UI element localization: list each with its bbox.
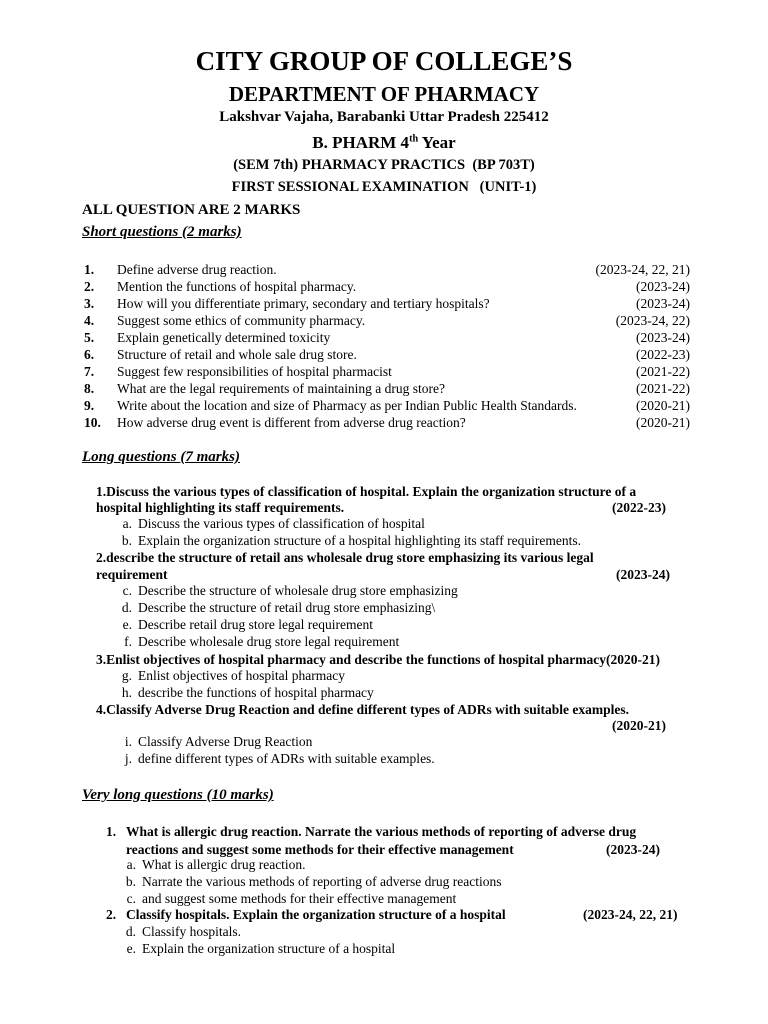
very-long-questions-heading: Very long questions (10 marks) <box>82 787 274 803</box>
short-question-item <box>84 364 690 381</box>
college-address: Lakshvar Vajaha, Barabanki Uttar Pradesh 225412 <box>219 109 549 125</box>
course-year <box>0 133 768 153</box>
subpart-letter: d. <box>125 924 136 939</box>
marks-note: ALL QUESTION ARE 2 MARKS <box>82 202 301 218</box>
course-superscript: th <box>409 133 419 145</box>
subpart-text: Describe the structure of retail drug store emphasizing\ <box>138 600 436 615</box>
subpart-text: What is allergic drug reaction. <box>142 857 306 872</box>
subpart-text: Narrate the various methods of reporting of adverse drug reactions <box>142 874 502 889</box>
question-number: 9. <box>84 398 95 413</box>
subpart-text: Describe wholesale drug store legal requirement <box>138 634 400 649</box>
college-name: CITY GROUP OF COLLEGE’S <box>195 46 573 76</box>
short-question-item <box>84 398 690 415</box>
question-year: (2023-24, 22, 21) <box>595 262 690 277</box>
very-long-q1-number: 1. <box>106 824 117 839</box>
subpart-text: Classify Adverse Drug Reaction <box>138 734 313 749</box>
question-text: How will you differentiate primary, secondary and tertiary hospitals? <box>117 296 490 311</box>
very-long-q2-year: (2023-24, 22, 21) <box>583 907 678 922</box>
short-question-item <box>84 381 690 398</box>
short-questions-heading: Short questions (2 marks) <box>82 224 242 240</box>
question-text: What are the legal requirements of maintaining a drug store? <box>117 381 445 396</box>
very-long-q1-line2: reactions and suggest some methods for their effective management <box>126 842 514 857</box>
short-question-item <box>84 262 690 279</box>
question-number: 10. <box>84 415 101 430</box>
department-name: DEPARTMENT OF PHARMACY <box>228 82 540 106</box>
question-number: 2. <box>84 279 95 294</box>
subpart-text: Describe the structure of wholesale drug store emphasizing <box>138 583 458 598</box>
question-text: Mention the functions of hospital pharmacy. <box>117 279 357 294</box>
question-year: (2023-24) <box>636 279 690 294</box>
subpart-letter: c. <box>122 583 132 598</box>
question-year: (2023-24) <box>636 330 690 345</box>
subpart-letter: h. <box>121 685 132 700</box>
subpart-letter: a. <box>122 516 132 531</box>
subpart-letter: d. <box>121 600 132 615</box>
course-suffix: Year <box>418 133 456 152</box>
subpart-letter: f. <box>124 634 132 649</box>
question-year: (2021-22) <box>636 364 690 379</box>
long-q4-year: (2020-21) <box>612 718 666 733</box>
subject-line: (SEM 7th) PHARMACY PRACTICS (BP 703T) <box>233 157 535 173</box>
subpart-text: describe the functions of hospital pharmacy <box>138 685 374 700</box>
question-text: How adverse drug event is different from adverse drug reaction? <box>117 415 466 430</box>
long-q1-line2: hospital highlighting its staff requirements. <box>96 500 345 515</box>
question-number: 5. <box>84 330 95 345</box>
long-q1-year: (2022-23) <box>612 500 666 515</box>
subpart-text: Explain the organization structure of a hospital highlighting its staff requirements. <box>138 533 582 548</box>
subpart-text: Describe retail drug store legal requirement <box>138 617 374 632</box>
subpart-text: Discuss the various types of classification of hospital <box>138 516 425 531</box>
question-year: (2022-23) <box>636 347 690 362</box>
question-text: Explain genetically determined toxicity <box>117 330 331 345</box>
long-questions-heading: Long questions (7 marks) <box>82 449 240 465</box>
question-number: 1. <box>84 262 95 277</box>
question-text: Write about the location and size of Pharmacy as per Indian Public Health Standards. <box>117 398 577 413</box>
very-long-q1-line1: What is allergic drug reaction. Narrate the various methods of reporting of adverse drug <box>126 824 637 839</box>
subpart-letter: c. <box>126 891 136 906</box>
long-q3-line1: 3.Enlist objectives of hospital pharmacy and describe the functions of hospital pharmacy(2020-21) <box>96 652 661 667</box>
subpart-letter: i. <box>124 734 132 749</box>
subpart-text: Classify hospitals. <box>142 924 242 939</box>
very-long-q2-number: 2. <box>106 907 117 922</box>
short-question-item <box>84 347 690 364</box>
question-year: (2023-24) <box>636 296 690 311</box>
question-year: (2020-21) <box>636 415 690 430</box>
subpart-text: Explain the organization structure of a hospital <box>142 941 396 956</box>
short-question-item <box>84 313 690 330</box>
question-text: Suggest some ethics of community pharmacy. <box>117 313 366 328</box>
long-q2-line1: 2.describe the structure of retail ans wholesale drug store emphasizing its various legal <box>96 550 594 565</box>
question-number: 8. <box>84 381 95 396</box>
subpart-text: Enlist objectives of hospital pharmacy <box>138 668 345 683</box>
short-question-item <box>84 296 690 313</box>
course-prefix: B. PHARM 4 <box>312 133 410 152</box>
very-long-q1-year: (2023-24) <box>606 842 660 857</box>
very-long-q2-line1: Classify hospitals. Explain the organization structure of a hospital <box>126 907 506 922</box>
subpart-letter: e. <box>122 617 132 632</box>
subpart-text: and suggest some methods for their effective management <box>142 891 457 906</box>
question-text: Structure of retail and whole sale drug store. <box>117 347 357 362</box>
short-question-item <box>84 415 690 432</box>
question-number: 7. <box>84 364 95 379</box>
subpart-letter: a. <box>126 857 136 872</box>
exam-title: FIRST SESSIONAL EXAMINATION (UNIT-1) <box>231 179 537 195</box>
long-q2-year: (2023-24) <box>616 567 670 582</box>
subpart-text: define different types of ADRs with suitable examples. <box>138 751 435 766</box>
short-question-item <box>84 279 690 296</box>
subpart-letter: g. <box>121 668 132 683</box>
long-q2-line2: requirement <box>96 567 168 582</box>
question-year: (2021-22) <box>636 381 690 396</box>
question-year: (2020-21) <box>636 398 690 413</box>
question-number: 6. <box>84 347 95 362</box>
question-number: 4. <box>84 313 95 328</box>
subpart-letter: b. <box>121 533 132 548</box>
question-number: 3. <box>84 296 95 311</box>
long-q4-line1: 4.Classify Adverse Drug Reaction and define different types of ADRs with suitable examples. <box>96 702 629 717</box>
subpart-letter: e. <box>126 941 136 956</box>
subpart-letter: j. <box>124 751 132 766</box>
question-text: Suggest few responsibilities of hospital pharmacist <box>117 364 392 379</box>
short-question-item <box>84 330 690 347</box>
subpart-letter: b. <box>125 874 136 889</box>
question-text: Define adverse drug reaction. <box>117 262 277 277</box>
question-year: (2023-24, 22) <box>615 313 690 328</box>
long-q1-line1: 1.Discuss the various types of classification of hospital. Explain the organization structure of a <box>96 484 637 499</box>
